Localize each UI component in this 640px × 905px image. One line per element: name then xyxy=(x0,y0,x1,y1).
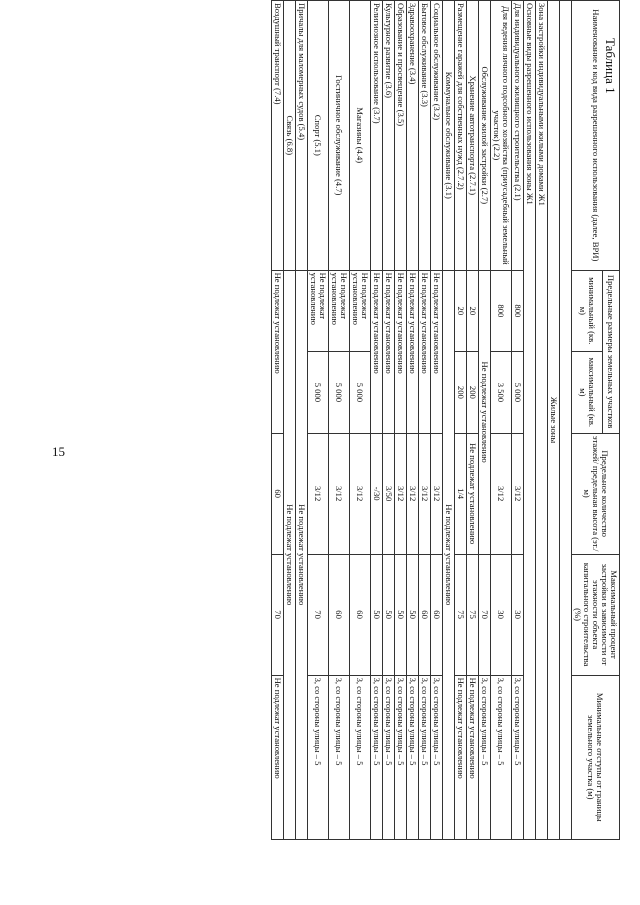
row-merged: Не подлежат установлению xyxy=(283,270,295,839)
table-row xyxy=(511,1,523,840)
row-name: Магазины (4.4) xyxy=(349,1,370,271)
table-row xyxy=(271,1,283,840)
row-min: Не подлежат установлению xyxy=(307,270,328,352)
row-merged: Не подлежат установлению xyxy=(478,270,490,554)
row-name: Для ведения личного подсобного хозяйства (приусадебный земельный участок) (2.2) xyxy=(490,1,511,271)
row-setback: 3, со стороны улицы – 5 xyxy=(307,675,328,839)
row-floors: 3/12 xyxy=(349,433,370,554)
row-name: Для индивидуального жилищного строительства (2.1) xyxy=(511,1,523,271)
row-name: Спорт (5.1) xyxy=(307,1,328,271)
row-min: 20 xyxy=(466,270,478,352)
row-size: Не подлежат установлению xyxy=(271,270,283,433)
row-name: Коммунальное обслуживание (3.1) xyxy=(442,1,454,271)
row-name: Здравоохранение (3.4) xyxy=(406,1,418,271)
row-setback: Не подлежат установлению xyxy=(271,675,283,839)
header-setbacks: Минимальные отступы от границы земельного участка (м) xyxy=(571,675,619,839)
row-setback: 3, со стороны улицы – 5 xyxy=(430,675,442,839)
table-row xyxy=(466,1,478,840)
row-max: 3 500 xyxy=(490,352,511,434)
row-setback: 3, со стороны улицы – 5 xyxy=(349,675,370,839)
row-floors: 3/12 xyxy=(394,433,406,554)
row-name: Образование и просвещение (3.5) xyxy=(394,1,406,271)
header-plot-size: Предельные размеры земельных участков xyxy=(602,270,619,433)
table-row xyxy=(307,1,328,840)
section-main-uses: Основные виды разрешенного использования зоны Ж1 xyxy=(523,1,535,840)
row-name: Религиозное использование (3.7) xyxy=(370,1,382,271)
blank-row xyxy=(559,1,571,840)
row-floors: 3/12 xyxy=(328,433,349,554)
row-size: Не подлежат установлению xyxy=(406,270,418,433)
table-row xyxy=(490,1,511,840)
row-setback: 3, со стороны улицы – 5 xyxy=(382,675,394,839)
row-setback: 3, со стороны улицы – 5 xyxy=(370,675,382,839)
table-row xyxy=(295,1,307,840)
row-floors: 3/12 xyxy=(406,433,418,554)
row-name: Причалы для маломерных судов (5.4) xyxy=(295,1,307,271)
row-merged: Не подлежат установлению xyxy=(295,270,307,839)
row-floors: 3/12 xyxy=(511,433,523,554)
row-coverage: 60 xyxy=(328,554,349,675)
row-coverage: 50 xyxy=(382,554,394,675)
header-floors: Предельное количество этажей/ предельная высота (эт./м) xyxy=(571,433,619,554)
table-row xyxy=(382,1,394,840)
row-max: 5 000 xyxy=(328,352,349,434)
header-min: минимальный (кв. м) xyxy=(571,270,602,352)
row-max: 5 000 xyxy=(511,352,523,434)
row-coverage: 30 xyxy=(490,554,511,675)
row-size: Не подлежат установлению xyxy=(418,270,430,433)
row-coverage: 60 xyxy=(418,554,430,675)
table-row xyxy=(442,1,454,840)
table-row xyxy=(478,1,490,840)
row-floors: 1/4 xyxy=(454,433,466,554)
row-floors: -/30 xyxy=(370,433,382,554)
row-size: Не подлежат установлению xyxy=(394,270,406,433)
row-setback: Не подлежат установлению xyxy=(466,675,478,839)
table-row xyxy=(454,1,466,840)
page-number: 15 xyxy=(52,444,65,459)
row-name: Размещение гаражей для собственных нужд (2.7.2) xyxy=(454,1,466,271)
regulations-table xyxy=(271,0,620,840)
row-coverage: 50 xyxy=(370,554,382,675)
table-row xyxy=(418,1,430,840)
row-coverage: 70 xyxy=(478,554,490,675)
row-coverage: 75 xyxy=(454,554,466,675)
row-coverage: 50 xyxy=(394,554,406,675)
row-min: Не подлежат установлению xyxy=(349,270,370,352)
row-coverage: 75 xyxy=(466,554,478,675)
table-row xyxy=(283,1,295,840)
section-zone: Зона застройки индивидуальными жилыми домами Ж1 xyxy=(535,1,547,840)
row-coverage: 50 xyxy=(406,554,418,675)
row-setback: Не подлежат установлению xyxy=(454,675,466,839)
section-row xyxy=(547,1,559,840)
row-setback: 3, со стороны улицы – 5 xyxy=(406,675,418,839)
table-row xyxy=(406,1,418,840)
row-setback: 3, со стороны улицы – 5 xyxy=(478,675,490,839)
row-setback: 3, со стороны улицы – 5 xyxy=(511,675,523,839)
row-name: Воздушный транспорт (7.4) xyxy=(271,1,283,271)
row-min: 800 xyxy=(511,270,523,352)
table-row xyxy=(370,1,382,840)
row-max: 200 xyxy=(454,352,466,434)
row-floors: 3/12 xyxy=(418,433,430,554)
table-row xyxy=(430,1,442,840)
table-row xyxy=(328,1,349,840)
table-row xyxy=(349,1,370,840)
row-coverage: 60 xyxy=(430,554,442,675)
row-size: Не подлежат установлению xyxy=(370,270,382,433)
row-name: Культурное развитие (3.6) xyxy=(382,1,394,271)
header-name: Наименование и код вида разрешенного использования (далее, ВРИ) xyxy=(571,1,619,271)
table-row xyxy=(394,1,406,840)
row-floors: 3/12 xyxy=(430,433,442,554)
row-setback: 3, со стороны улицы – 5 xyxy=(490,675,511,839)
row-size: Не подлежат установлению xyxy=(382,270,394,433)
row-min: Не подлежат установлению xyxy=(328,270,349,352)
row-min: 20 xyxy=(454,270,466,352)
row-coverage: 60 xyxy=(349,554,370,675)
section-residential: Жилые зоны xyxy=(547,1,559,840)
table-title: Таблица 1 xyxy=(603,38,618,94)
row-name: Обслуживание жилой застройки (2.7) xyxy=(478,1,490,271)
header-row xyxy=(602,1,619,840)
row-setback: 3, со стороны улицы – 5 xyxy=(418,675,430,839)
row-coverage: 70 xyxy=(307,554,328,675)
row-coverage: 70 xyxy=(271,554,283,675)
row-min: 800 xyxy=(490,270,511,352)
row-merged: Не подлежат установлению xyxy=(442,270,454,839)
row-name: Связь (6.8) xyxy=(283,1,295,271)
row-floors: 3/50 xyxy=(382,433,394,554)
row-setback: 3, со стороны улицы – 5 xyxy=(328,675,349,839)
row-setback: 3, со стороны улицы – 5 xyxy=(394,675,406,839)
row-floors: 3/12 xyxy=(307,433,328,554)
section-row xyxy=(535,1,547,840)
section-row xyxy=(523,1,535,840)
row-coverage: 30 xyxy=(511,554,523,675)
row-name: Гостиничное обслуживание (4.7) xyxy=(328,1,349,271)
row-floors: 60 xyxy=(271,433,283,554)
row-max: 5 000 xyxy=(307,352,328,434)
row-floors: Не подлежат установлению xyxy=(466,433,478,554)
header-coverage: Максимальный процент застройки в зависимости от этажности объекта капитального строительства (%) xyxy=(571,554,619,675)
row-floors: 3/12 xyxy=(490,433,511,554)
row-name: Хранение автотранспорта (2.7.1) xyxy=(466,1,478,271)
row-size: Не подлежат установлению xyxy=(430,270,442,433)
row-max: 200 xyxy=(466,352,478,434)
row-max: 5 000 xyxy=(349,352,370,434)
row-name: Социальное обслуживание (3.2) xyxy=(430,1,442,271)
header-max: максимальный (кв. м) xyxy=(571,352,602,434)
row-name: Бытовое обслуживание (3.3) xyxy=(418,1,430,271)
